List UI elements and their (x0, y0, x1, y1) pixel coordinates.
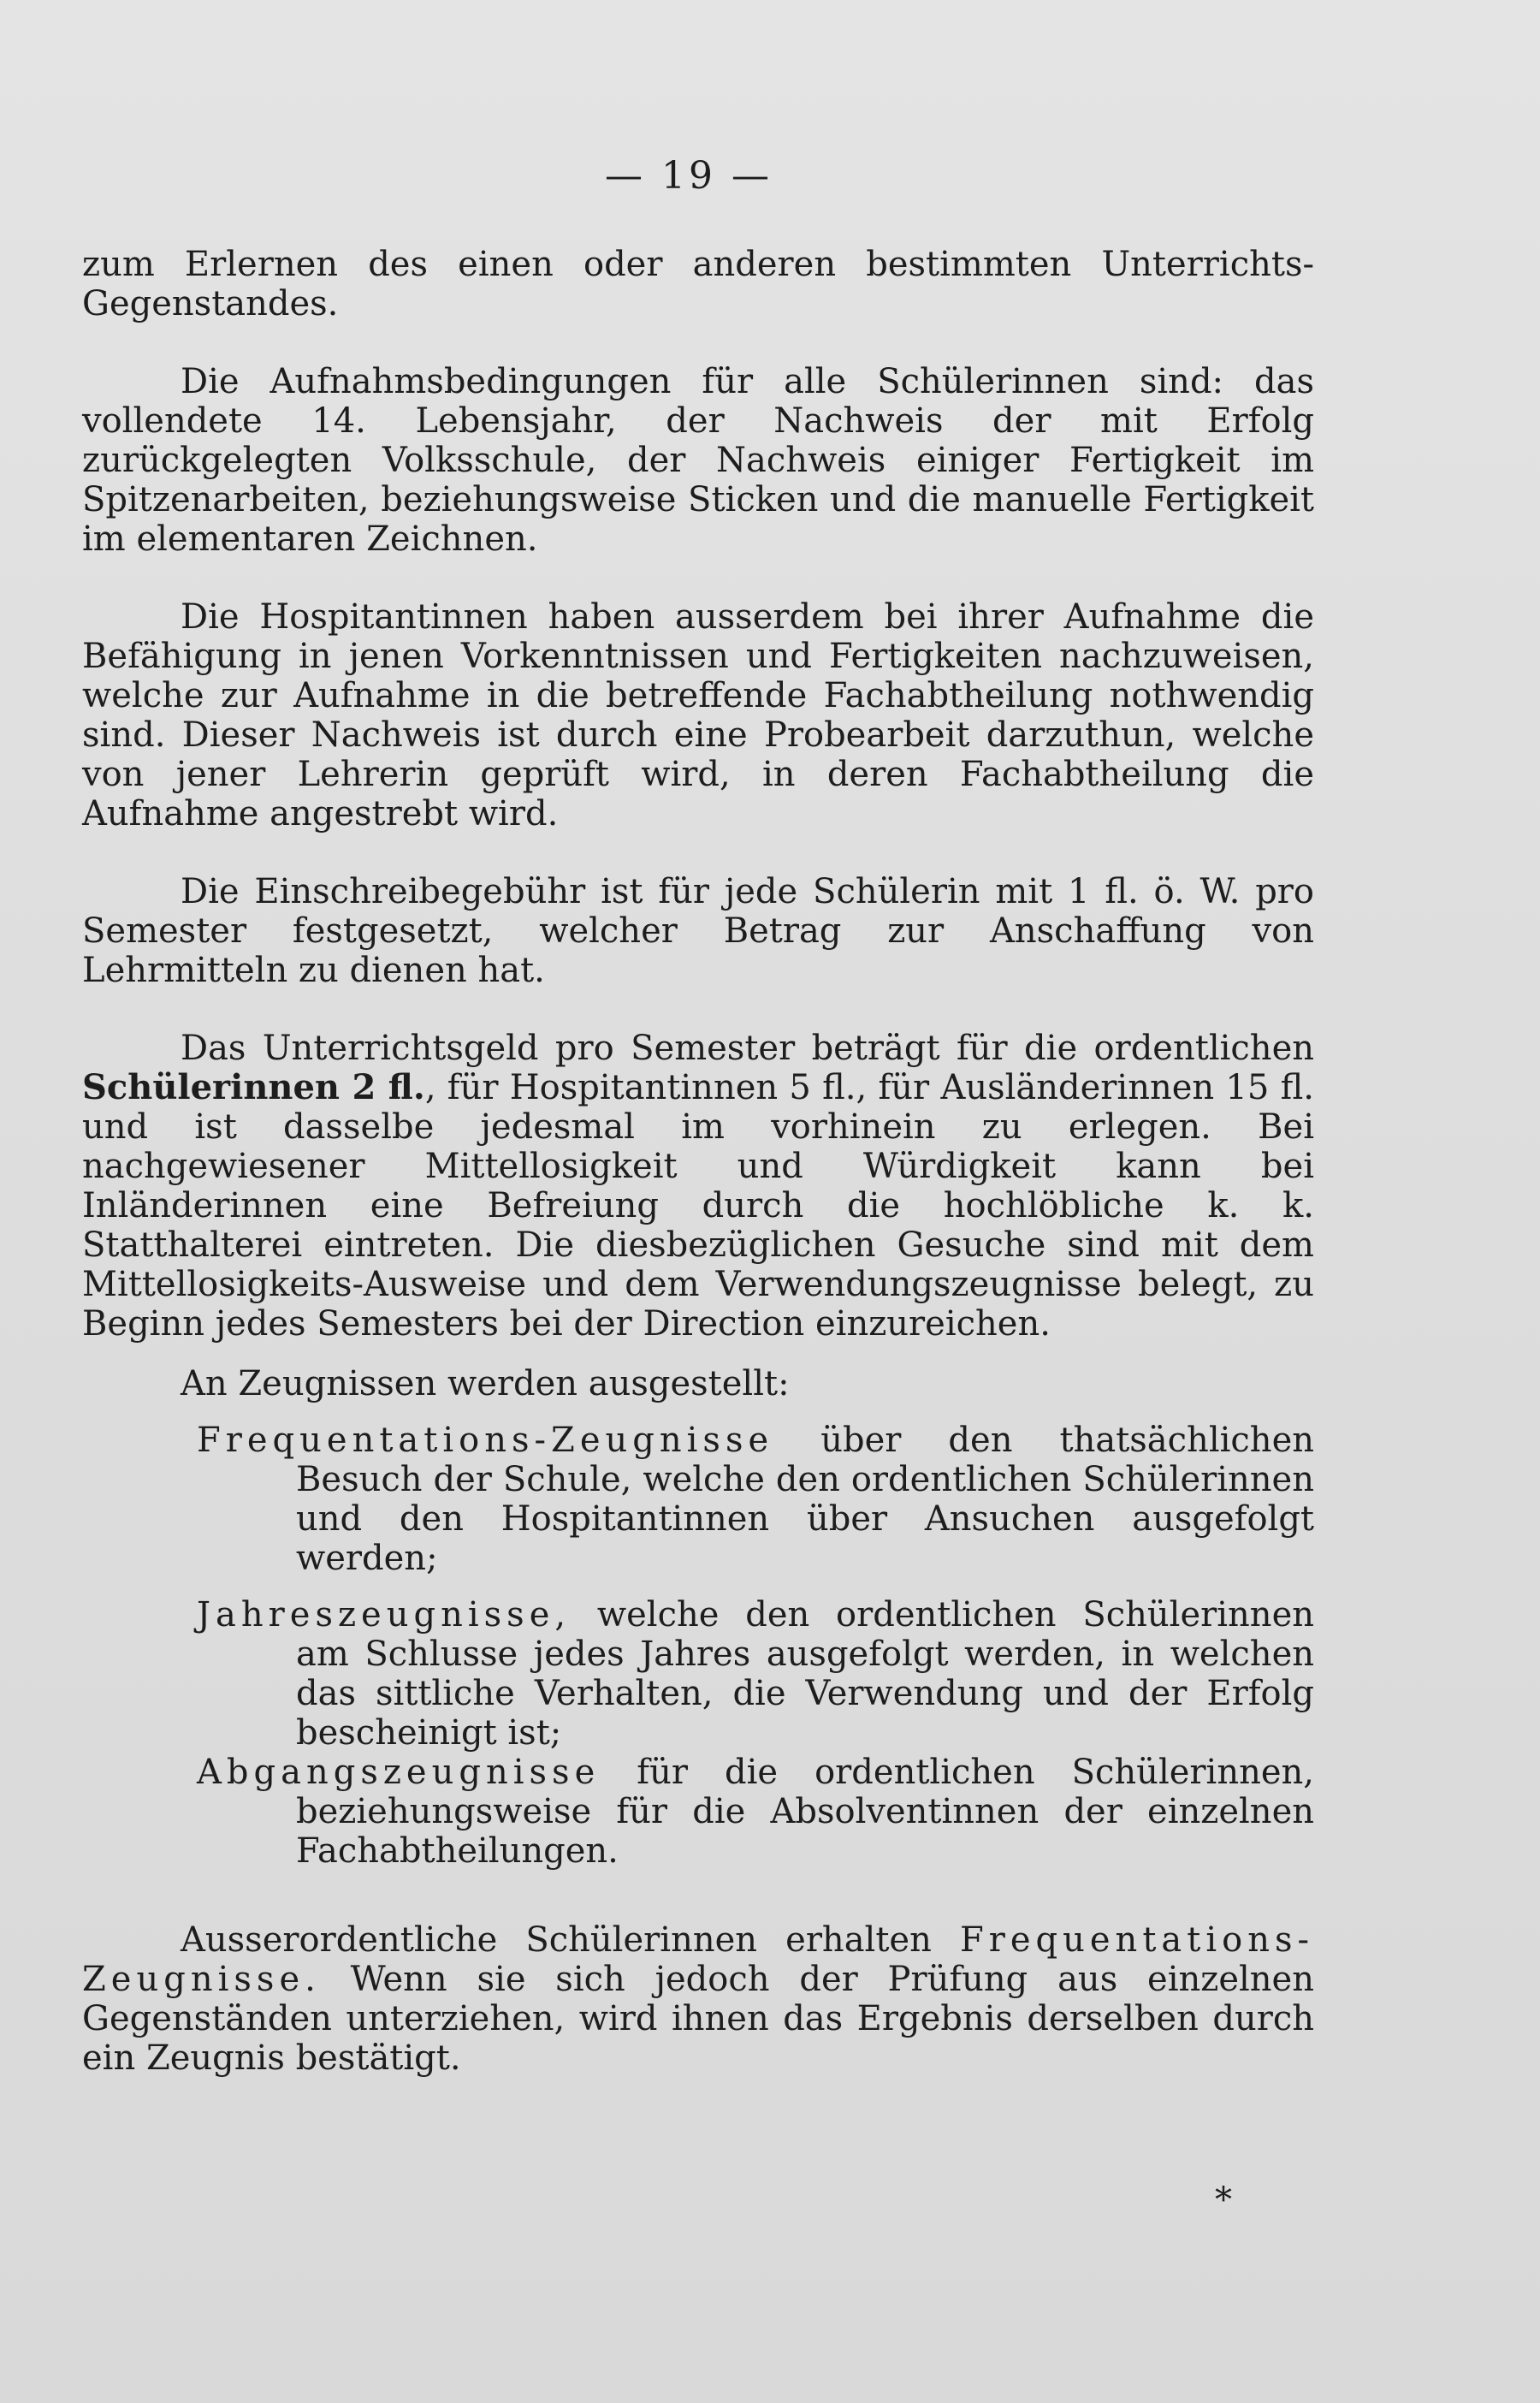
certificate-text: über den thatsächlichen Besuch der Schule, welche den ordentlichen Schülerinnen und den Hospitantinnen über Ansuchen ausgefolgt werden; (296, 1421, 1314, 1578)
paragraph-registration-fee: Die Einschreibegebühr ist für jede Schülerin mit 1 fl. ö. W. pro Semester festgesetzt, welcher Betrag zur Anschaffung von Lehrmitteln zu dienen hat. (82, 872, 1314, 990)
asterisk-mark: * (1215, 2180, 1232, 2220)
body-text (82, 245, 1314, 2078)
certificate-text: welche den ordentlichen Schülerinnen am Schlusse jedes Jahres ausgefolgt werden, in welchen das sittliche Verhalten, die Verwendung und der Erfolg bescheinigt ist; (296, 1595, 1314, 1753)
certificate-term: Jahreszeugnisse, (197, 1595, 572, 1635)
certificate-item-annual (82, 1595, 1314, 1753)
paragraph-continuation: zum Erlernen des einen oder anderen bestimmten Unterrichts-Gegenstandes. (82, 245, 1314, 323)
paragraph-admission-requirements: Die Aufnahmsbedingungen für alle Schülerinnen sind: das vollendete 14. Lebensjahr, der Nachweis der mit Erfolg zurückgelegten Volksschule, der Nachweis einiger Fertigkeit im Spitzenarbeiten, beziehungsweise Sticken und die manuelle Fertigkeit im elementaren Zeichnen. (82, 362, 1314, 559)
tuition-text-bold: Schülerinnen 2 fl. (82, 1067, 425, 1107)
certificate-item-frequentation (82, 1421, 1314, 1578)
page-number: — 19 — (605, 154, 773, 198)
extraordinary-text-c: Wenn sie sich jedoch der Prüfung aus einzelnen Gegenständen unterziehen, wird ihnen das Ergebnis derselben durch ein Zeugnis bestätigt. (82, 1960, 1314, 2078)
certificate-term: Frequentations-Zeugnisse (197, 1421, 774, 1460)
tuition-text-a: Das Unterrichtsgeld pro Semester beträgt für die ordentlichen (181, 1029, 1314, 1068)
paragraph-certificates-intro: An Zeugnissen werden ausgestellt: (181, 1364, 790, 1403)
extraordinary-text-a: Ausserordentliche Schülerinnen erhalten (181, 1920, 932, 1960)
certificate-term: Abgangszeugnisse (197, 1753, 601, 1792)
tuition-text-c: , für Hospitantinnen 5 fl., für Ausländerinnen 15 fl. und ist dasselbe jedesmal im vorhinein zu erlegen. Bei nachgewiesener Mittellosigkeit und Würdigkeit kann bei Inländerinnen eine Befreiung durch die hochlöbliche k. k. Statthalterei eintreten. Die diesbezüglichen Gesuche sind mit dem Mittellosigkeits-Ausweise und dem Verwendungszeugnisse belegt, zu Beginn jedes Semesters bei der Direction einzureichen. (82, 1068, 1314, 1344)
paragraph-extraordinary-students (82, 1920, 1314, 2078)
paragraph-tuition (82, 1029, 1314, 1344)
extraordinary-term: Frequentations-Zeugnisse. (82, 1920, 1314, 1999)
paragraph-hospitants: Die Hospitantinnen haben ausserdem bei ihrer Aufnahme die Befähigung in jenen Vorkenntnissen und Fertigkeiten nachzuweisen, welche zur Aufnahme in die betreffende Fachabtheilung nothwendig sind. Dieser Nachweis ist durch eine Probearbeit darzuthun, welche von jener Lehrerin geprüft wird, in deren Fachabtheilung die Aufnahme angestrebt wird. (82, 597, 1314, 834)
certificate-text: für die ordentlichen Schülerinnen, beziehungsweise für die Absolventinnen der einzelnen Fachabtheilungen. (296, 1753, 1314, 1871)
certificate-item-leaving (82, 1753, 1314, 1871)
